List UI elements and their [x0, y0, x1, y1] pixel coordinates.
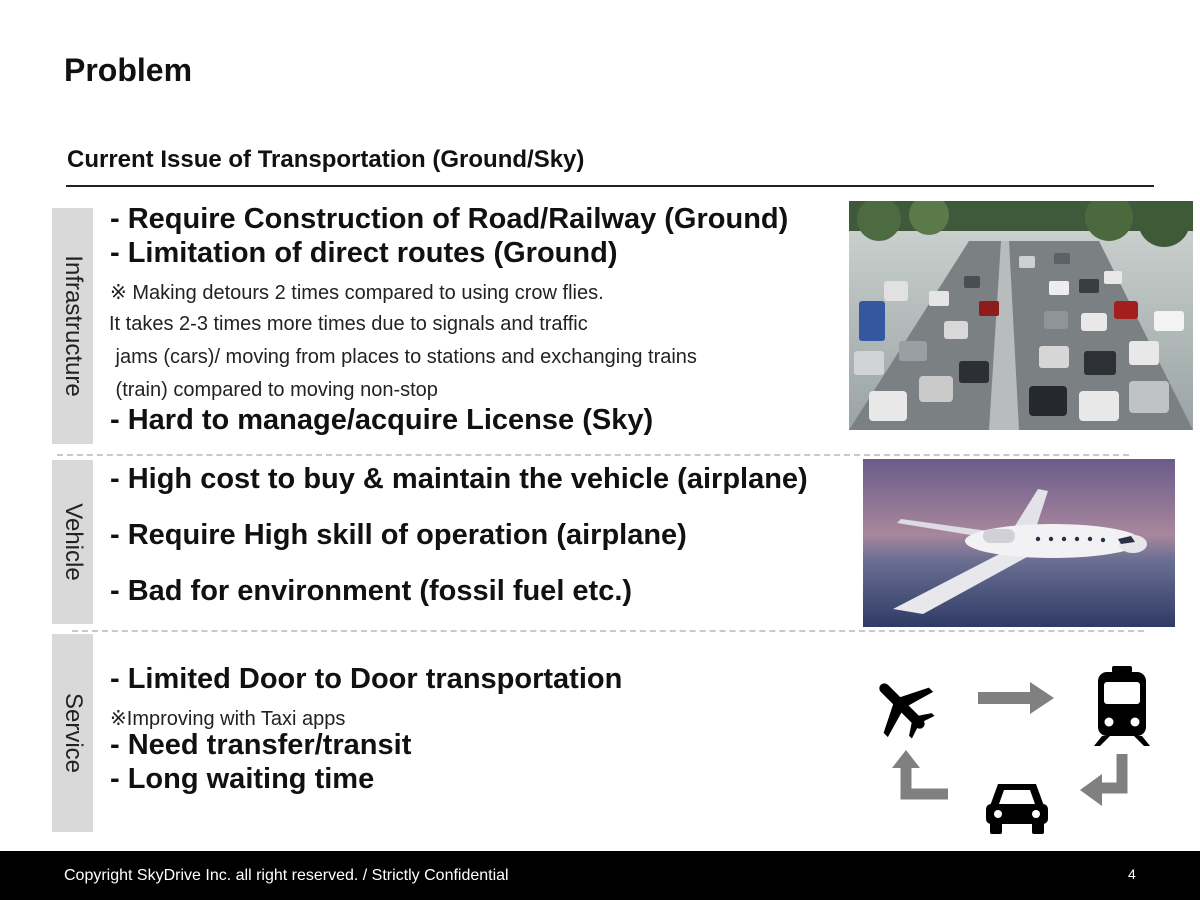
side-label-text: Service [59, 692, 87, 774]
car-icon [984, 778, 1050, 836]
vehicle-bullet-3: - Bad for environment (fossil fuel etc.) [110, 575, 633, 607]
section-divider-1 [57, 454, 1129, 456]
traffic-jam-photo [849, 201, 1193, 430]
side-label-text: Infrastructure [59, 255, 87, 397]
business-jet-illustration [863, 459, 1175, 627]
subtitle-underline [66, 185, 1154, 187]
page-number: 4 [1128, 866, 1136, 882]
return-arrow-icon [1078, 752, 1134, 808]
section-divider-2 [72, 630, 1144, 632]
infra-note-3: jams (cars)/ moving from places to stations and exchanging trains [110, 346, 697, 368]
footer-copyright: Copyright SkyDrive Inc. all right reserved. / Strictly Confidential [64, 867, 509, 884]
infra-bullet-1: - Require Construction of Road/Railway (Ground) [110, 203, 789, 235]
vehicle-bullet-1: - High cost to buy & maintain the vehicle (airplane) [110, 463, 808, 495]
service-bullet-2: - Need transfer/transit [110, 729, 412, 761]
infra-bullet-2: - Limitation of direct routes (Ground) [110, 237, 618, 269]
side-label-vehicle [52, 460, 93, 624]
infra-note-1: ※ Making detours 2 times compared to using crow flies. [110, 282, 604, 304]
side-label-service [52, 634, 93, 832]
business-jet-photo [863, 459, 1175, 627]
service-bullet-1: - Limited Door to Door transportation [110, 663, 623, 695]
service-note-1: ※Improving with Taxi apps [110, 708, 346, 730]
up-arrow-icon [890, 748, 952, 806]
train-icon [1092, 664, 1152, 748]
airplane-icon [868, 672, 936, 740]
infra-note-4: (train) compared to moving non-stop [110, 379, 438, 401]
infra-note-2: It takes 2-3 times more times due to signals and traffic [109, 313, 588, 335]
traffic-jam-illustration [849, 201, 1193, 430]
footer-bar [0, 851, 1200, 900]
slide-subtitle: Current Issue of Transportation (Ground/Sky) [67, 146, 585, 173]
side-label-text: Vehicle [59, 503, 87, 581]
service-bullet-3: - Long waiting time [110, 763, 375, 795]
arrow-right-icon [976, 680, 1056, 716]
infra-bullet-3: - Hard to manage/acquire License (Sky) [110, 404, 654, 436]
vehicle-bullet-2: - Require High skill of operation (airplane) [110, 519, 687, 551]
slide-title: Problem [64, 52, 193, 88]
side-label-infrastructure [52, 208, 93, 444]
